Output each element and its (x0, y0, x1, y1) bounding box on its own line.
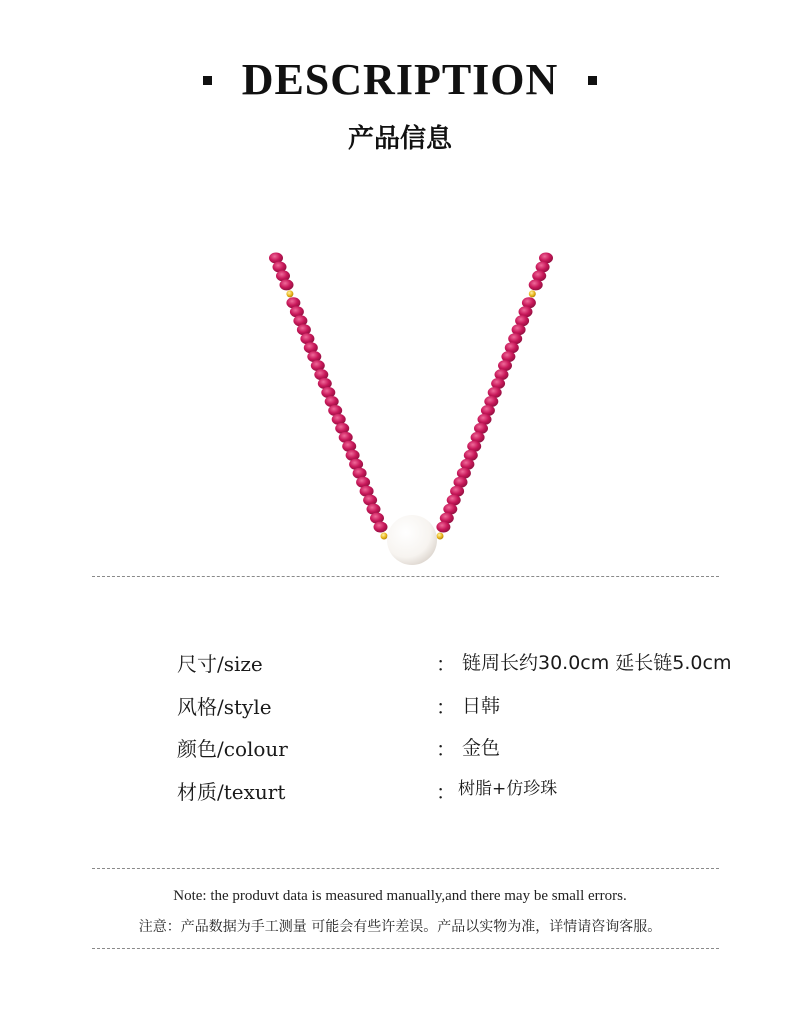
page-subtitle: 产品信息 (347, 124, 452, 154)
spec-label: 材质/texurt (177, 780, 286, 804)
spec-row-style (0, 691, 800, 725)
necklace-icon (240, 230, 580, 580)
bullet-dot-right (588, 76, 597, 85)
red-bead (529, 279, 543, 290)
divider-note-bottom (92, 948, 719, 949)
spec-value: 链周长约30.0cm 延长链5.0cm (462, 652, 732, 674)
divider-top (92, 576, 719, 577)
spec-value: 日韩 (462, 695, 501, 717)
gold-spacer-bead (437, 533, 444, 540)
spec-colon: ： (436, 652, 456, 676)
spec-value: 树脂+仿珍珠 (458, 779, 558, 799)
red-bead (280, 279, 294, 290)
red-bead (374, 522, 388, 533)
description-heading (0, 52, 800, 108)
gold-spacer-bead (381, 533, 388, 540)
spec-row-texture (0, 776, 800, 810)
bullet-dot-left (203, 76, 212, 85)
gold-spacer-bead (529, 290, 536, 297)
page-title: DESCRIPTION (241, 55, 559, 104)
spec-label: 风格/style (177, 695, 272, 719)
product-image (240, 230, 580, 580)
spec-colon: ： (436, 737, 456, 761)
note-chinese: 注意：产品数据为手工测量 可能会有些许差误。产品以实物为准，详情请咨询客服。 (138, 919, 662, 935)
pearl-pendant (387, 515, 437, 565)
divider-note-top (92, 868, 719, 869)
red-bead (436, 522, 450, 533)
spec-label: 颜色/colour (177, 737, 288, 761)
spec-row-size (0, 648, 800, 682)
gold-spacer-bead (286, 290, 293, 297)
spec-colon: ： (436, 695, 456, 719)
spec-row-colour (0, 733, 800, 767)
note-english: Note: the produvt data is measured manually,and there may be small errors. (173, 888, 627, 904)
spec-value: 金色 (462, 737, 501, 759)
spec-label: 尺寸/size (177, 652, 263, 676)
spec-colon: ： (436, 780, 456, 804)
